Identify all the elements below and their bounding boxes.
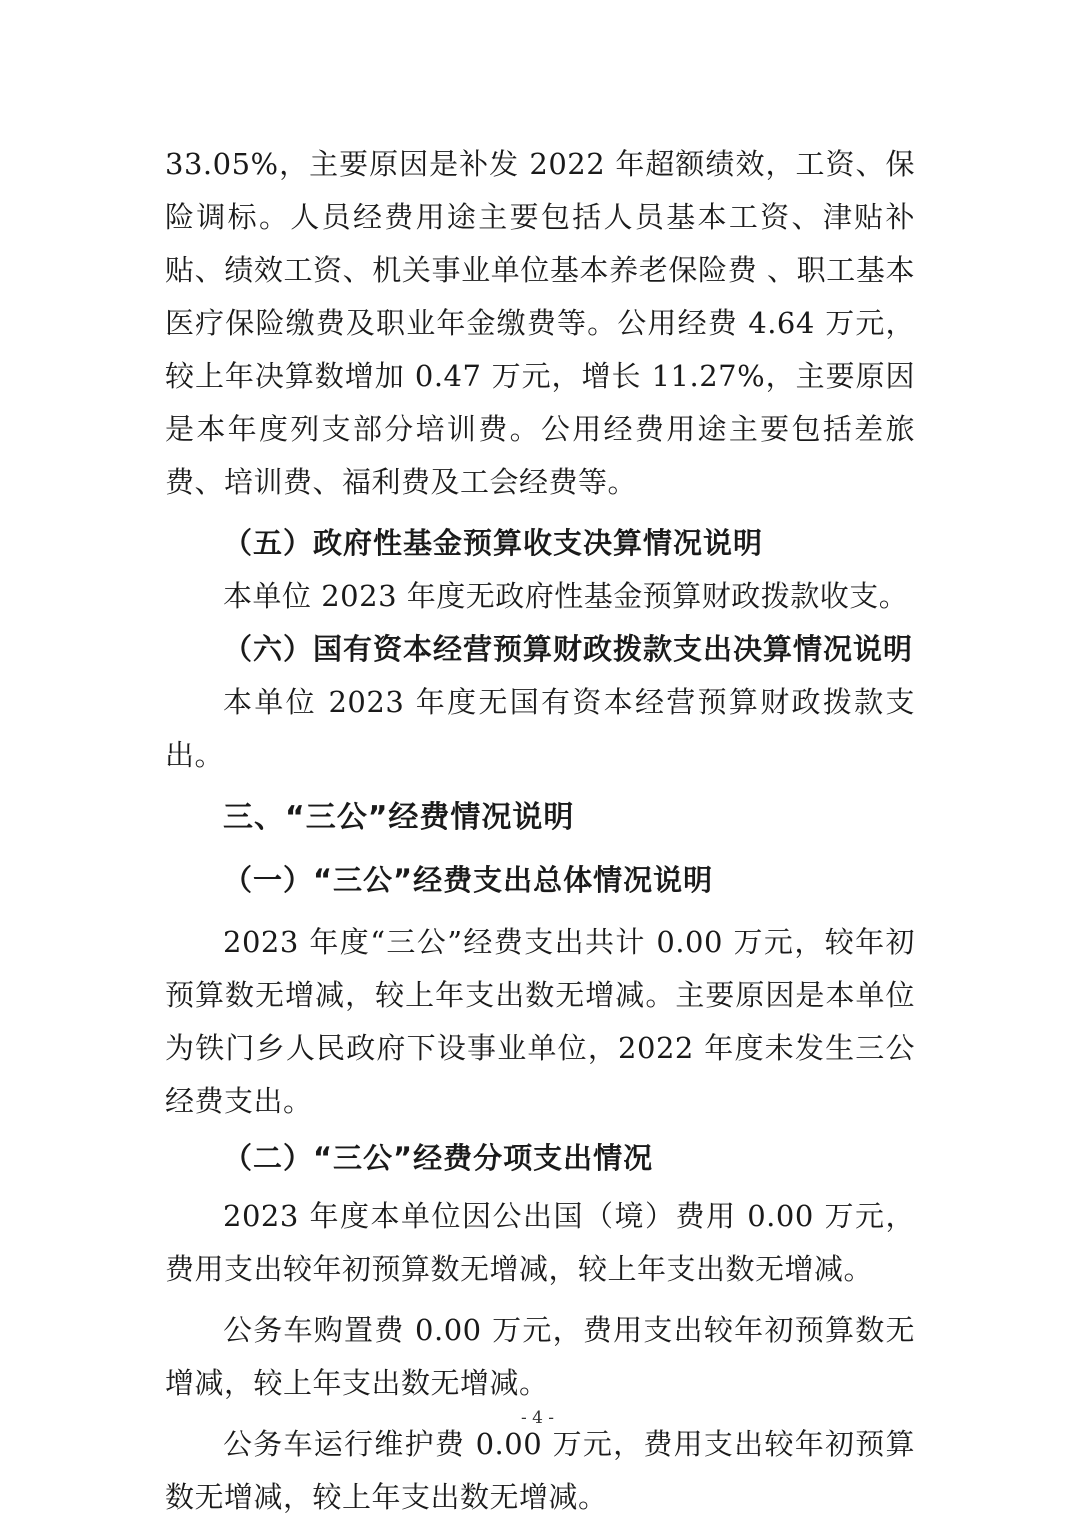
paragraph-overseas-costs: 2023 年度本单位因公出国（境）费用 0.00 万元，费用支出较年初预算数无增减，较上年支出数无增减。 — [165, 1199, 915, 1286]
page-number: - 4 - — [520, 1408, 555, 1428]
paragraph-vehicle-purchase: 公务车购置费 0.00 万元，费用支出较年初预算数无增减，较上年支出数无增减。 — [165, 1313, 915, 1400]
paragraph-personnel-expenses: 33.05%，主要原因是补发 2022 年超额绩效，工资、保险调标。人员经费用途主要包括人员基本工资、津贴补贴、绩效工资、机关事业单位基本养老保险费 、职工基本医疗保险缴费及职业年金缴费等。公用经费 4.64 万元，较上年决算数增加 0.47 万元，增长 11.27%，主要原因是本年度列支部分培训费。公用经费用途主要包括差旅费、培训费、福利费及工会经费等。 — [165, 147, 915, 499]
heading-three-public-items: （二）“三公”经费分项支出情况 — [223, 1141, 654, 1175]
paragraph-vehicle-maintenance: 公务车运行维护费 0.00 万元，费用支出较年初预算数无增减，较上年支出数无增减。 — [165, 1427, 915, 1514]
heading-three-public: 三、“三公”经费情况说明 — [223, 800, 575, 835]
heading-three-public-overall: （一）“三公”经费支出总体情况说明 — [223, 863, 714, 897]
heading-government-fund: （五）政府性基金预算收支决算情况说明 — [223, 526, 764, 560]
document-body — [165, 138, 915, 1524]
paragraph-government-fund: 本单位 2023 年度无政府性基金预算财政拨款收支。 — [223, 579, 909, 613]
heading-state-capital: （六）国有资本经营预算财政拨款支出决算情况说明 — [223, 632, 914, 666]
paragraph-three-public-overall: 2023 年度“三公”经费支出共计 0.00 万元，较年初预算数无增减，较上年支出数无增减。主要原因是本单位为铁门乡人民政府下设事业单位，2022 年度未发生三公经费支出。 — [165, 925, 915, 1118]
paragraph-state-capital: 本单位 2023 年度无国有资本经营预算财政拨款支出。 — [165, 685, 915, 772]
